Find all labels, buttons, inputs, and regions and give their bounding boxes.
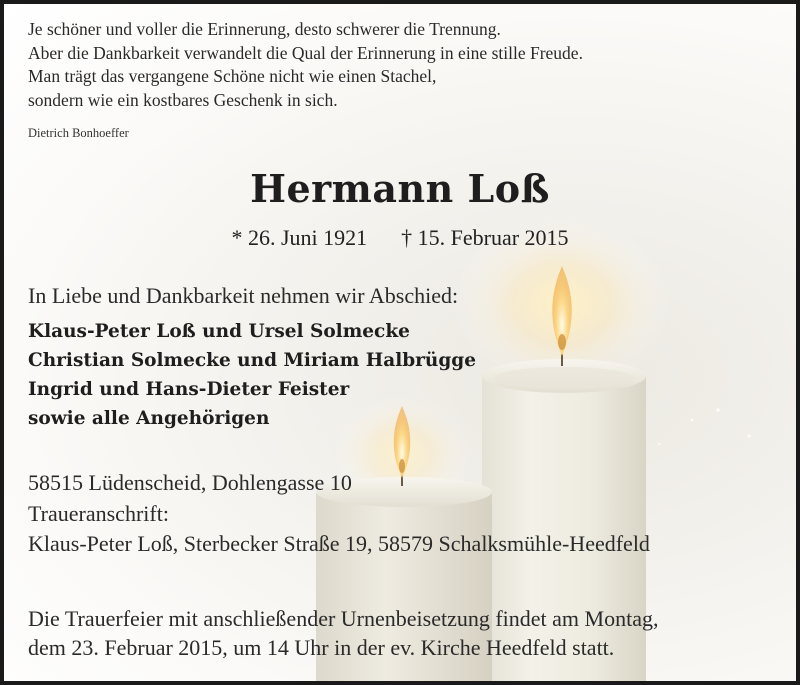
quote-author: Dietrich Bonhoeffer (28, 126, 129, 140)
deceased-name: Hermann Loß (250, 166, 550, 211)
mourner: Klaus-Peter Loß und Ursel Solmecke (28, 321, 410, 342)
mourners-list (28, 317, 476, 433)
ceremony-info (28, 604, 658, 662)
mourning-address-label: Traueranschrift: (28, 501, 169, 526)
mourner: sowie alle Angehörigen (28, 408, 270, 429)
quote-line: Man trägt das vergangene Schöne nicht wie einen Stachel, (28, 66, 437, 86)
farewell-intro: In Liebe und Dankbarkeit nehmen wir Abschied: (28, 283, 459, 308)
mourning-address: Klaus-Peter Loß, Sterbecker Straße 19, 58579 Schalksmühle-Heedfeld (28, 531, 650, 556)
death-date: † 15. Februar 2015 (401, 225, 569, 250)
mourner: Christian Solmecke und Miriam Halbrügge (28, 350, 477, 371)
ceremony-line: Die Trauerfeier mit anschließender Urnenbeisetzung findet am Montag, (28, 606, 659, 631)
mourner: Ingrid und Hans-Dieter Feister (28, 379, 350, 400)
quote (28, 18, 583, 112)
quote-line: Aber die Dankbarkeit verwandelt die Qual der Erinnerung in eine stille Freude. (28, 42, 583, 63)
sparkles (658, 408, 750, 445)
birth-date: * 26. Juni 1921 (231, 225, 368, 250)
quote-line: Je schöner und voller die Erinnerung, desto schwerer die Trennung. (28, 19, 501, 39)
ceremony-line: dem 23. Februar 2015, um 14 Uhr in der ev. Kirche Heedfeld statt. (28, 635, 615, 660)
residence-address: 58515 Lüdenscheid, Dohlengasse 10 (28, 470, 352, 495)
quote-line: sondern wie ein kostbares Geschenk in sich. (28, 89, 338, 110)
life-dates (4, 225, 796, 251)
